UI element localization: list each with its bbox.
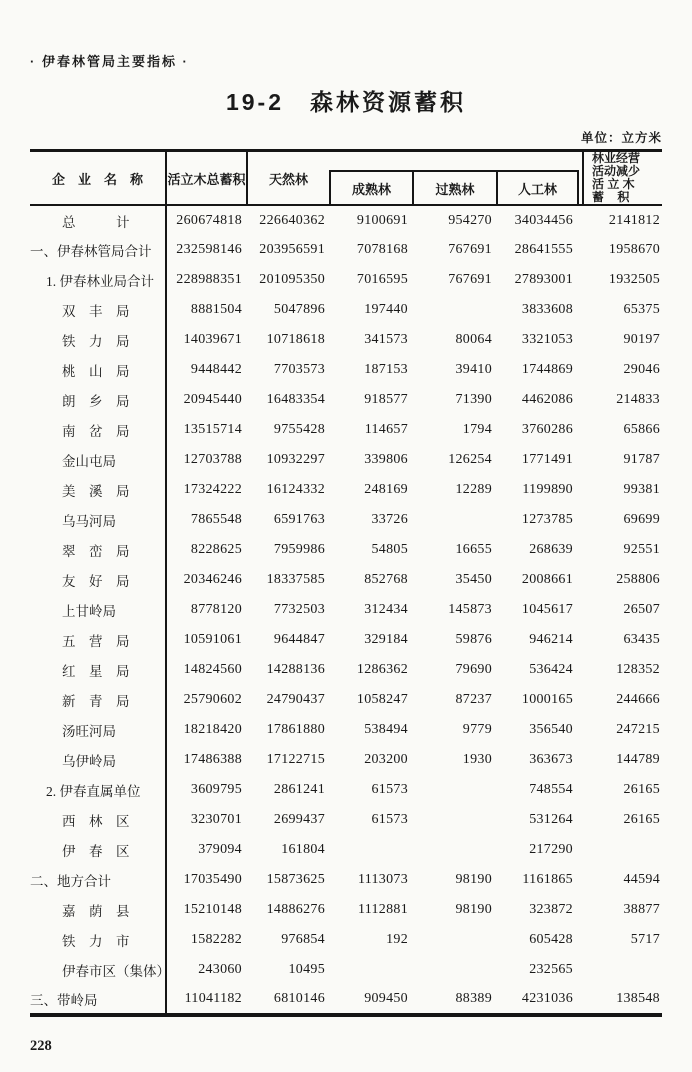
cell-value: 79690	[455, 662, 492, 677]
cell-value	[583, 835, 662, 865]
col-header-mature-forest: 成熟林	[330, 171, 413, 205]
cell-value: 3230701	[190, 812, 242, 827]
table-row	[30, 625, 662, 655]
table-row	[30, 655, 662, 685]
cell-value: 536424	[529, 662, 573, 677]
table-row	[30, 835, 662, 865]
cell-value: 3760286	[521, 422, 573, 437]
cell-value: 226640362	[259, 212, 325, 228]
cell-value: 1932505	[608, 272, 660, 287]
cell-value: 9779	[462, 722, 492, 737]
cell-value: 248169	[364, 482, 408, 497]
forest-stock-table-container	[30, 149, 662, 1017]
cell-value: 39410	[455, 362, 492, 377]
cell-value: 26165	[623, 812, 660, 827]
cell-value: 17324222	[183, 482, 242, 497]
table-row	[30, 595, 662, 625]
cell-value: 214833	[616, 392, 660, 407]
table-row	[30, 955, 662, 985]
cell-value: 14039671	[183, 332, 242, 347]
cell-value: 247215	[616, 722, 660, 737]
cell-value: 2008661	[521, 572, 573, 587]
cell-value: 18337585	[266, 572, 325, 587]
cell-value: 92551	[623, 542, 660, 557]
cell-value: 4462086	[521, 392, 573, 407]
cell-value: 14288136	[266, 662, 325, 677]
cell-value	[330, 955, 413, 985]
cell-value: 98190	[455, 902, 492, 917]
cell-value: 323872	[529, 902, 573, 917]
cell-value: 2861241	[273, 782, 325, 797]
cell-value: 9755428	[273, 422, 325, 437]
cell-value: 1113073	[357, 872, 408, 887]
col-header-total-standing-stock: 活立木总蓄积	[166, 151, 247, 206]
cell-value: 144789	[616, 752, 660, 767]
row-label: 一、伊春林管局合计	[30, 235, 166, 265]
cell-value	[413, 955, 497, 985]
cell-value: 114657	[364, 422, 408, 437]
cell-value: 976854	[281, 932, 325, 947]
col-header-overmature-forest: 过熟林	[413, 171, 497, 205]
table-row	[30, 805, 662, 835]
cell-value: 99381	[623, 482, 660, 497]
table-row	[30, 505, 662, 535]
forest-stock-table	[30, 149, 662, 1017]
cell-value: 918577	[364, 392, 408, 407]
cell-value: 1199890	[522, 482, 573, 497]
row-label: 友 好 局	[30, 565, 166, 595]
cell-value: 217290	[529, 842, 573, 857]
cell-value: 7078168	[356, 242, 408, 257]
cell-value	[413, 805, 497, 835]
row-label: 美 溪 局	[30, 475, 166, 505]
cell-value: 9100691	[356, 212, 408, 228]
cell-value: 203956591	[259, 242, 325, 257]
cell-value: 7016595	[356, 272, 408, 287]
table-row	[30, 745, 662, 775]
cell-value	[330, 835, 413, 865]
cell-value: 197440	[364, 302, 408, 317]
table-row	[30, 985, 662, 1015]
table-header	[30, 151, 662, 206]
col-header-planted-forest: 人工林	[497, 171, 578, 205]
cell-value: 17486388	[183, 752, 242, 767]
row-label: 嘉 荫 县	[30, 895, 166, 925]
table-row	[30, 715, 662, 745]
cell-value: 16483354	[266, 392, 325, 407]
row-label: 西 林 区	[30, 805, 166, 835]
row-label: 铁 力 市	[30, 925, 166, 955]
cell-value: 80064	[455, 332, 492, 347]
col-header-reduced-line: 活动减少	[592, 164, 641, 178]
cell-value: 312434	[364, 602, 408, 617]
cell-value: 10718618	[266, 332, 325, 347]
cell-value: 201095350	[259, 272, 325, 287]
table-row	[30, 295, 662, 325]
row-label: 总 计	[30, 205, 166, 235]
cell-value: 25790602	[183, 692, 242, 707]
cell-value: 232598146	[176, 242, 242, 257]
cell-value: 38877	[623, 902, 660, 917]
cell-value: 9448442	[190, 362, 242, 377]
row-label: 伊春市区（集体）	[30, 955, 166, 985]
row-label: 2. 伊春直属单位	[30, 775, 166, 805]
col-header-reduced-line: 蓄 积	[592, 190, 630, 204]
page-number: 228	[30, 1038, 52, 1054]
row-label: 南 岔 局	[30, 415, 166, 445]
cell-value: 2699437	[273, 812, 325, 827]
cell-value: 13515714	[183, 422, 242, 437]
cell-value: 767691	[448, 272, 492, 287]
header-sub-box-top	[330, 151, 578, 172]
cell-value: 8228625	[190, 542, 242, 557]
row-label: 新 青 局	[30, 685, 166, 715]
cell-value: 16124332	[266, 482, 325, 497]
cell-value: 15210148	[183, 902, 242, 917]
cell-value: 16655	[455, 542, 492, 557]
cell-value: 34034456	[514, 212, 573, 228]
cell-value: 20945440	[183, 392, 242, 407]
cell-value: 852768	[364, 572, 408, 587]
cell-value: 88389	[455, 991, 492, 1006]
cell-value: 98190	[455, 872, 492, 887]
cell-value: 1045617	[521, 602, 573, 617]
cell-value: 161804	[281, 842, 325, 857]
cell-value: 5717	[630, 932, 660, 947]
cell-value	[413, 925, 497, 955]
cell-value: 6591763	[273, 512, 325, 527]
cell-value: 15873625	[266, 872, 325, 887]
cell-value: 44594	[623, 872, 660, 887]
cell-value: 1000165	[521, 692, 573, 707]
table-body	[30, 205, 662, 1015]
cell-value: 363673	[529, 752, 573, 767]
cell-value: 3833608	[521, 302, 573, 317]
row-label: 五 营 局	[30, 625, 166, 655]
cell-value: 8778120	[190, 602, 242, 617]
cell-value: 3609795	[190, 782, 242, 797]
cell-value: 244666	[616, 692, 660, 707]
cell-value: 9644847	[273, 632, 325, 647]
cell-value: 33726	[371, 512, 408, 527]
cell-value: 11041182	[184, 991, 242, 1006]
cell-value: 1744869	[521, 362, 573, 377]
cell-value: 91787	[623, 452, 660, 467]
cell-value	[413, 775, 497, 805]
cell-value: 5047896	[273, 302, 325, 317]
cell-value: 748554	[529, 782, 573, 797]
cell-value: 4231036	[521, 991, 573, 1006]
cell-value: 260674818	[176, 212, 242, 228]
col-header-reduced-line: 活 立 木	[592, 177, 635, 191]
cell-value: 954270	[448, 212, 492, 228]
table-row	[30, 565, 662, 595]
cell-value: 1930	[462, 752, 492, 767]
cell-value: 12703788	[183, 452, 242, 467]
cell-value: 63435	[623, 632, 660, 647]
cell-value: 1058247	[356, 692, 408, 707]
cell-value: 65866	[623, 422, 660, 437]
cell-value	[413, 505, 497, 535]
table-row	[30, 205, 662, 235]
cell-value: 531264	[529, 812, 573, 827]
cell-value: 192	[386, 932, 408, 947]
cell-value: 18218420	[183, 722, 242, 737]
cell-value: 7732503	[273, 602, 325, 617]
table-row	[30, 355, 662, 385]
table-row	[30, 445, 662, 475]
table-row	[30, 865, 662, 895]
row-label: 桃 山 局	[30, 355, 166, 385]
col-header-natural-forest: 天然林	[247, 151, 330, 206]
row-label: 金山屯局	[30, 445, 166, 475]
row-label: 三、带岭局	[30, 985, 166, 1015]
cell-value: 946214	[529, 632, 573, 647]
cell-value: 7865548	[190, 512, 242, 527]
cell-value: 3321053	[521, 332, 573, 347]
cell-value: 61573	[371, 782, 408, 797]
row-label: 伊 春 区	[30, 835, 166, 865]
cell-value: 339806	[364, 452, 408, 467]
cell-value: 243060	[198, 962, 242, 977]
cell-value: 7703573	[273, 362, 325, 377]
cell-value: 26165	[623, 782, 660, 797]
table-row	[30, 895, 662, 925]
cell-value: 1771491	[521, 452, 573, 467]
cell-value: 35450	[455, 572, 492, 587]
cell-value: 258806	[616, 572, 660, 587]
cell-value: 71390	[455, 392, 492, 407]
cell-value	[413, 835, 497, 865]
table-row	[30, 265, 662, 295]
row-label: 乌马河局	[30, 505, 166, 535]
cell-value: 65375	[623, 302, 660, 317]
row-label: 铁 力 局	[30, 325, 166, 355]
cell-value: 379094	[198, 842, 242, 857]
cell-value: 17035490	[183, 872, 242, 887]
cell-value: 605428	[529, 932, 573, 947]
row-label: 乌伊岭局	[30, 745, 166, 775]
cell-value: 1112881	[357, 902, 408, 917]
row-label: 汤旺河局	[30, 715, 166, 745]
cell-value: 329184	[364, 632, 408, 647]
cell-value: 6810146	[273, 991, 325, 1006]
cell-value: 268639	[529, 542, 573, 557]
cell-value: 1582282	[190, 932, 242, 947]
cell-value: 7959986	[273, 542, 325, 557]
row-label: 上甘岭局	[30, 595, 166, 625]
table-row	[30, 535, 662, 565]
cell-value: 126254	[448, 452, 492, 467]
cell-value: 24790437	[266, 692, 325, 707]
table-row	[30, 235, 662, 265]
unit-label: 单位：立方米	[580, 131, 662, 145]
cell-value: 27893001	[514, 272, 573, 287]
cell-value: 187153	[364, 362, 408, 377]
row-label: 1. 伊春林业局合计	[30, 265, 166, 295]
cell-value: 14886276	[266, 902, 325, 917]
cell-value: 61573	[371, 812, 408, 827]
table-row	[30, 325, 662, 355]
cell-value: 203200	[364, 752, 408, 767]
cell-value: 69699	[623, 512, 660, 527]
cell-value: 10932297	[266, 452, 325, 467]
row-label: 翠 峦 局	[30, 535, 166, 565]
cell-value: 59876	[455, 632, 492, 647]
col-header-enterprise-name: 企 业 名 称	[30, 151, 166, 206]
cell-value: 14824560	[183, 662, 242, 677]
cell-value: 341573	[364, 332, 408, 347]
table-row	[30, 925, 662, 955]
cell-value: 10495	[288, 962, 325, 977]
cell-value	[583, 955, 662, 985]
cell-value: 1794	[462, 422, 492, 437]
cell-value: 138548	[616, 991, 660, 1006]
row-label: 朗 乡 局	[30, 385, 166, 415]
table-row	[30, 385, 662, 415]
cell-value: 538494	[364, 722, 408, 737]
cell-value: 28641555	[514, 242, 573, 257]
cell-value: 145873	[448, 602, 492, 617]
cell-value: 12289	[455, 482, 492, 497]
table-row	[30, 775, 662, 805]
cell-value: 87237	[455, 692, 492, 707]
row-label: 红 星 局	[30, 655, 166, 685]
table-row	[30, 685, 662, 715]
cell-value: 1286362	[356, 662, 408, 677]
cell-value: 17861880	[266, 722, 325, 737]
row-label: 二、地方合计	[30, 865, 166, 895]
table-row	[30, 475, 662, 505]
row-label: 双 丰 局	[30, 295, 166, 325]
cell-value: 26507	[623, 602, 660, 617]
cell-value	[413, 295, 497, 325]
page-title: 19-2 森林资源蓄积	[225, 89, 467, 115]
cell-value: 356540	[529, 722, 573, 737]
page-header-note: · 伊春林管局主要指标 ·	[30, 54, 189, 69]
cell-value: 90197	[623, 332, 660, 347]
cell-value: 1958670	[608, 242, 660, 257]
cell-value: 1273785	[521, 512, 573, 527]
cell-value: 54805	[371, 542, 408, 557]
cell-value: 8881504	[190, 302, 242, 317]
cell-value: 17122715	[266, 752, 325, 767]
cell-value: 232565	[529, 962, 573, 977]
cell-value: 767691	[448, 242, 492, 257]
cell-value: 909450	[364, 991, 408, 1006]
cell-value: 1161865	[522, 872, 573, 887]
cell-value: 29046	[623, 362, 660, 377]
cell-value: 20346246	[183, 572, 242, 587]
cell-value: 10591061	[183, 632, 242, 647]
cell-value: 128352	[616, 662, 660, 677]
col-header-reduced-line: 林业经营	[592, 151, 641, 165]
cell-value: 228988351	[176, 272, 242, 287]
cell-value: 2141812	[608, 212, 660, 228]
col-header-reduced-stock	[583, 151, 662, 206]
table-row	[30, 415, 662, 445]
